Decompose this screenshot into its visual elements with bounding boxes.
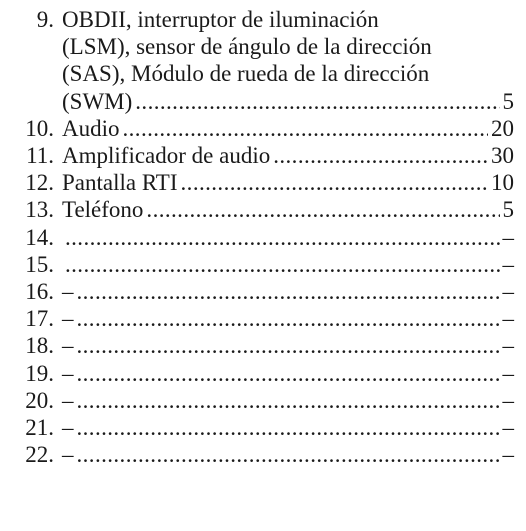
entry-description xyxy=(62,6,514,88)
dot-leader xyxy=(273,142,488,169)
entry-label: – xyxy=(62,387,74,413)
entry-leader-line xyxy=(62,360,514,387)
entry-leader-line xyxy=(62,278,514,305)
dot-leader xyxy=(77,414,500,441)
dot-leader xyxy=(77,278,500,305)
fuse-entry xyxy=(0,6,514,115)
dot-leader xyxy=(65,224,500,251)
entry-label: Teléfono xyxy=(62,197,144,223)
entry-leader-line xyxy=(62,88,514,115)
entry-leader-line xyxy=(62,441,514,468)
entry-value: – xyxy=(502,224,514,250)
entry-label: – xyxy=(62,279,74,305)
entry-leader-line xyxy=(62,414,514,441)
entry-label: – xyxy=(62,415,74,441)
entry-number: 9. xyxy=(36,7,54,32)
entry-number: 22. xyxy=(25,442,54,468)
entry-leader-line xyxy=(62,196,514,223)
entry-value: 5 xyxy=(502,197,514,223)
entry-number: 21. xyxy=(25,415,54,441)
entry-label: Amplificador de audio xyxy=(62,143,271,169)
fuse-entry xyxy=(0,251,514,278)
entry-value: – xyxy=(502,387,514,413)
entry-number: 17. xyxy=(25,306,54,332)
entry-value: 30 xyxy=(491,143,514,169)
entry-value: – xyxy=(502,360,514,386)
entry-leader-line xyxy=(62,251,514,278)
entry-number: 19. xyxy=(25,360,54,386)
fuse-entry xyxy=(0,305,514,332)
entry-label: – xyxy=(62,442,74,468)
fuse-entry xyxy=(0,278,514,305)
dot-leader xyxy=(77,360,500,387)
entry-number: 10. xyxy=(25,115,54,141)
entry-value: – xyxy=(502,442,514,468)
fuse-entry xyxy=(0,115,514,142)
entry-leader-line xyxy=(62,224,514,251)
fuse-list xyxy=(0,6,514,468)
entry-leader-line xyxy=(62,115,514,142)
entry-value: 10 xyxy=(491,170,514,196)
dot-leader xyxy=(135,88,499,115)
entry-body xyxy=(62,6,514,115)
entry-label: Pantalla RTI xyxy=(62,170,178,196)
entry-leader-line xyxy=(62,169,514,196)
entry-number: 20. xyxy=(25,387,54,413)
entry-number: 11. xyxy=(26,143,54,169)
fuse-entry xyxy=(0,414,514,441)
entry-leader-line xyxy=(62,332,514,359)
entry-value: – xyxy=(502,333,514,359)
entry-leader-line xyxy=(62,387,514,414)
fuse-entry xyxy=(0,387,514,414)
entry-description-line: OBDII, interruptor de iluminación xyxy=(62,7,379,32)
entry-value: – xyxy=(502,306,514,332)
dot-leader xyxy=(146,196,499,223)
entry-label: (SWM) xyxy=(62,88,133,114)
dot-leader xyxy=(65,251,500,278)
entry-number: 12. xyxy=(25,170,54,196)
entry-number: 16. xyxy=(25,279,54,305)
entry-number: 13. xyxy=(25,197,54,223)
entry-value: – xyxy=(502,279,514,305)
entry-value: 5 xyxy=(502,88,514,114)
dot-leader xyxy=(77,387,500,414)
entry-leader-line xyxy=(62,142,514,169)
entry-description-line: (LSM), sensor de ángulo de la dirección xyxy=(62,34,432,60)
fuse-entry xyxy=(0,360,514,387)
entry-label: – xyxy=(62,333,74,359)
fuse-entry xyxy=(0,441,514,468)
entry-label: Audio xyxy=(62,115,120,141)
fuse-entry xyxy=(0,169,514,196)
dot-leader xyxy=(77,441,500,468)
entry-description-line: (SAS), Módulo de rueda de la dirección xyxy=(62,61,430,87)
fuse-entry xyxy=(0,224,514,251)
dot-leader xyxy=(77,305,500,332)
fuse-entry xyxy=(0,332,514,359)
entry-value: – xyxy=(502,415,514,441)
entry-value: – xyxy=(502,251,514,277)
dot-leader xyxy=(77,332,500,359)
entry-number: 18. xyxy=(25,333,54,359)
entry-value: 20 xyxy=(491,115,514,141)
entry-label: – xyxy=(62,306,74,332)
dot-leader xyxy=(123,115,489,142)
entry-leader-line xyxy=(62,305,514,332)
fuse-entry xyxy=(0,196,514,223)
dot-leader xyxy=(181,169,488,196)
entry-label: – xyxy=(62,360,74,386)
entry-number: 14. xyxy=(25,224,54,250)
fuse-entry xyxy=(0,142,514,169)
entry-number: 15. xyxy=(25,251,54,277)
